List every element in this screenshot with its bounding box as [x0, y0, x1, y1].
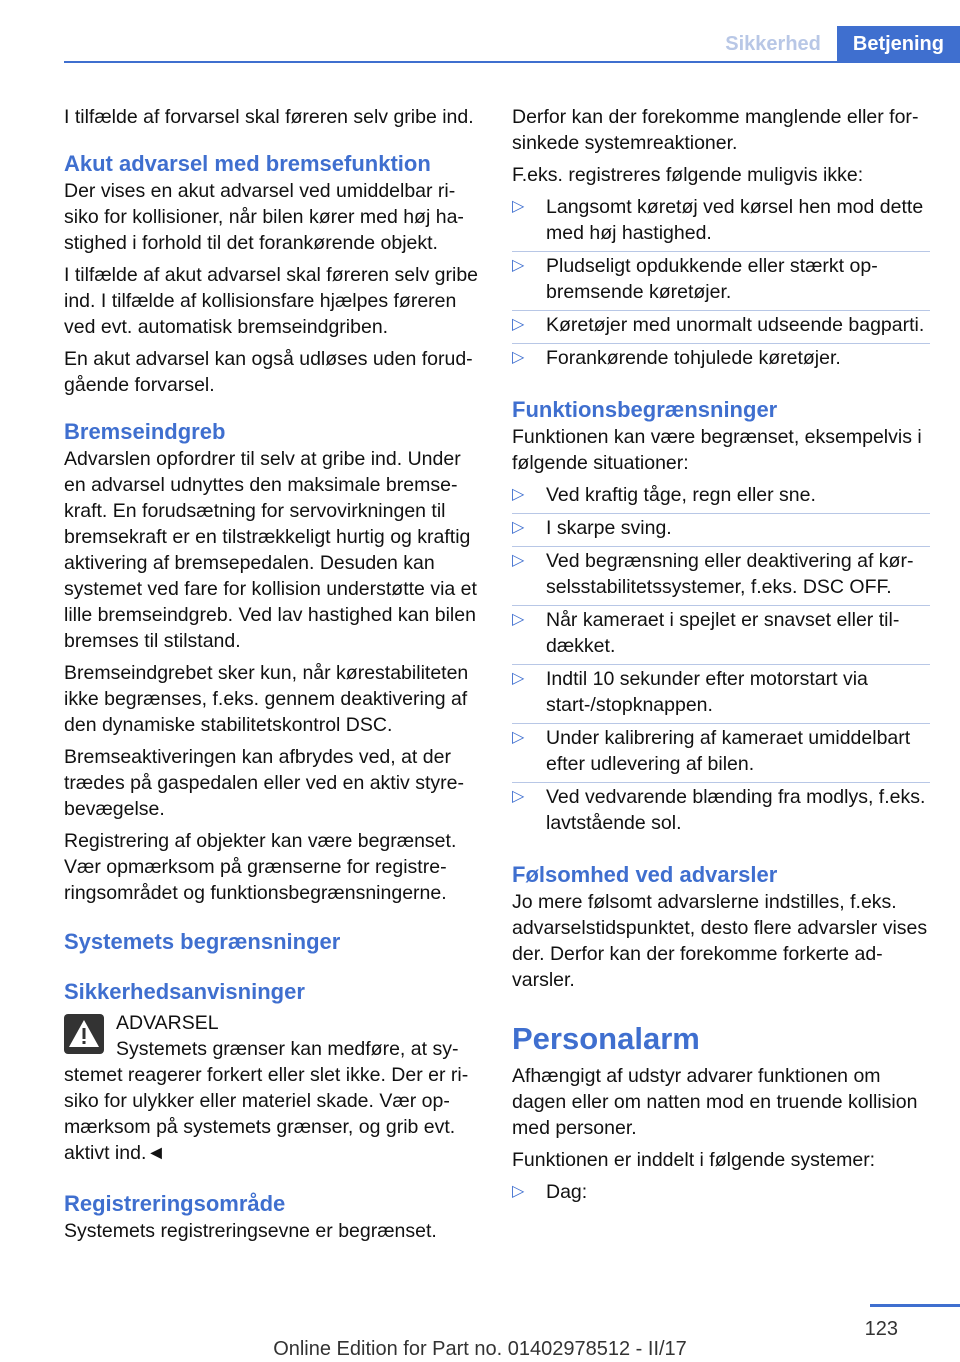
heading-personalarm: Personalarm [512, 1021, 700, 1056]
footer-rule [870, 1304, 960, 1307]
list-item-text: Indtil 10 sekunder efter motorstart via start-/stopknappen. [546, 668, 868, 716]
triangle-right-icon: ▷ [512, 486, 525, 503]
list-item-text: Langsomt køretøj ved kørsel hen mod dette med høj hastighed. [546, 196, 924, 244]
list-item-text: Ved kraftig tåge, regn eller sne. [546, 484, 816, 506]
paragraph: Der vises en akut advarsel ved umiddelbar risiko for kollisioner, når bilen kører med høj hastighed i forhold til det forankørende objekt. [64, 180, 464, 254]
bullet-list [512, 194, 930, 376]
list-item [512, 345, 930, 376]
triangle-right-icon: ▷ [512, 349, 525, 366]
triangle-right-icon: ▷ [512, 316, 525, 333]
paragraph: En akut advarsel kan også udløses uden forudgående forvarsel. [64, 348, 473, 396]
list-item-text: Under kalibrering af kameraet umiddelbart efter udlevering af bilen. [546, 727, 911, 775]
list-item-text: Køretøjer med unormalt udseende bagparti. [546, 314, 925, 336]
heading-registreringsomraade: Registreringsområde [64, 1191, 286, 1216]
list-item [512, 666, 930, 724]
heading-folsomhed: Følsomhed ved advarsler [512, 862, 778, 887]
list-item [512, 784, 930, 841]
paragraph: Registrering af objekter kan være begrænset. Vær opmærksom på grænserne for registreringsområdet og funktionsbegrænsningerne. [64, 830, 457, 904]
triangle-right-icon: ▷ [512, 1183, 525, 1200]
paragraph: I tilfælde af forvarsel skal føreren selv gribe ind. [64, 106, 474, 128]
right-column [512, 104, 930, 1218]
heading-bremseindgreb: Bremseindgreb [64, 419, 226, 444]
warning-triangle-icon [64, 1014, 104, 1054]
list-item [512, 1179, 930, 1210]
list-item-text: Dag: [546, 1181, 588, 1203]
warning-text: Systemets grænser kan medføre, at systemet reagerer forkert eller slet ikke. Der er risiko for ulykker eller materiel skade. Vær opmærksom på systemets grænser, og grib evt. aktivt ind.◄ [64, 1038, 469, 1164]
left-column [64, 104, 482, 1250]
paragraph: Funktionen kan være begrænset, eksempelvis i følgende situationer: [512, 426, 922, 474]
tab-sikkerhed[interactable]: Sikkerhed [709, 26, 837, 62]
triangle-right-icon: ▷ [512, 729, 525, 746]
chapter-tabs [709, 26, 960, 62]
paragraph: Advarslen opfordrer til selv at gribe ind. Under en advarsel udnyttes den maksimale bremsekraft. En forudsætning for servovirkningen til bremsekraft er en tilstrækkeligt hurtig og kraftig aktivering af bremsepedalen. Desuden kan systemet ved fare for kollision understøtte via et lille bremseindgreb. Ved lav hastighed kan bilen bremses til stilstand. [64, 448, 477, 652]
triangle-right-icon: ▷ [512, 198, 525, 215]
paragraph: Bremseaktiveringen kan afbrydes ved, at der trædes på gaspedalen eller ved en aktiv styrebevægelse. [64, 746, 464, 820]
paragraph: Funktionen er inddelt i følgende systemer: [512, 1149, 876, 1171]
heading-funktionsbegraensninger: Funktionsbegrænsninger [512, 397, 778, 422]
list-item [512, 515, 930, 547]
list-item-text: I skarpe sving. [546, 517, 672, 539]
warning-block [64, 1010, 482, 1036]
list-item [512, 482, 930, 514]
list-item-text: Ved vedvarende blænding fra modlys, f.eks. lavtstående sol. [546, 786, 926, 834]
tab-betjening[interactable]: Betjening [837, 26, 960, 62]
paragraph: Derfor kan der forekomme manglende eller forsinkede systemreaktioner. [512, 106, 919, 154]
paragraph: I tilfælde af akut advarsel skal føreren selv gribe ind. I tilfælde af kollisionsfare hjælpes føreren ved evt. automatisk bremseindgriben. [64, 264, 479, 338]
list-item [512, 312, 930, 344]
triangle-right-icon: ▷ [512, 257, 525, 274]
heading-akut-advarsel: Akut advarsel med bremsefunktion [64, 151, 431, 176]
heading-sikkerhedsanvisninger: Sikkerhedsanvisninger [64, 979, 305, 1004]
edition-footer: Online Edition for Part no. 01402978512 - II/17 [273, 1338, 687, 1360]
list-item [512, 253, 930, 311]
list-item-text: Når kameraet i spejlet er snavset eller tildækket. [546, 609, 900, 657]
paragraph: Jo mere følsomt advarslerne indstilles, f.eks. advarselstidspunktet, desto flere advarsler vises der. Derfor kan der forekomme forkerte advarsler. [512, 891, 928, 991]
list-item-text: Forankørende tohjulede køretøjer. [546, 347, 841, 369]
paragraph: Afhængigt af udstyr advarer funktionen om dagen eller om natten mod en truende kollision med personer. [512, 1065, 918, 1139]
triangle-right-icon: ▷ [512, 670, 525, 687]
bullet-list [512, 482, 930, 841]
list-item [512, 194, 930, 252]
list-item [512, 548, 930, 606]
list-item-text: Pludseligt opdukkende eller stærkt opbremsende køretøjer. [546, 255, 878, 303]
list-item [512, 607, 930, 665]
warning-title: ADVARSEL [116, 1012, 219, 1034]
triangle-right-icon: ▷ [512, 552, 525, 569]
triangle-right-icon: ▷ [512, 519, 525, 536]
header-rule [64, 61, 960, 63]
triangle-right-icon: ▷ [512, 611, 525, 628]
paragraph: Systemets registreringsevne er begrænset. [64, 1220, 437, 1242]
bullet-list [512, 1179, 930, 1210]
triangle-right-icon: ▷ [512, 788, 525, 805]
paragraph: Bremseindgrebet sker kun, når kørestabiliteten ikke begrænses, f.eks. gennem deaktivering af den dynamiske stabilitetskontrol DSC. [64, 662, 469, 736]
list-item [512, 725, 930, 783]
page-number: 123 [864, 1318, 898, 1340]
paragraph: F.eks. registreres følgende muligvis ikke: [512, 164, 864, 186]
list-item-text: Ved begrænsning eller deaktivering af kørselsstabilitetssystemer, f.eks. DSC OFF. [546, 550, 914, 598]
heading-systemets-begraensninger: Systemets begrænsninger [64, 929, 341, 954]
